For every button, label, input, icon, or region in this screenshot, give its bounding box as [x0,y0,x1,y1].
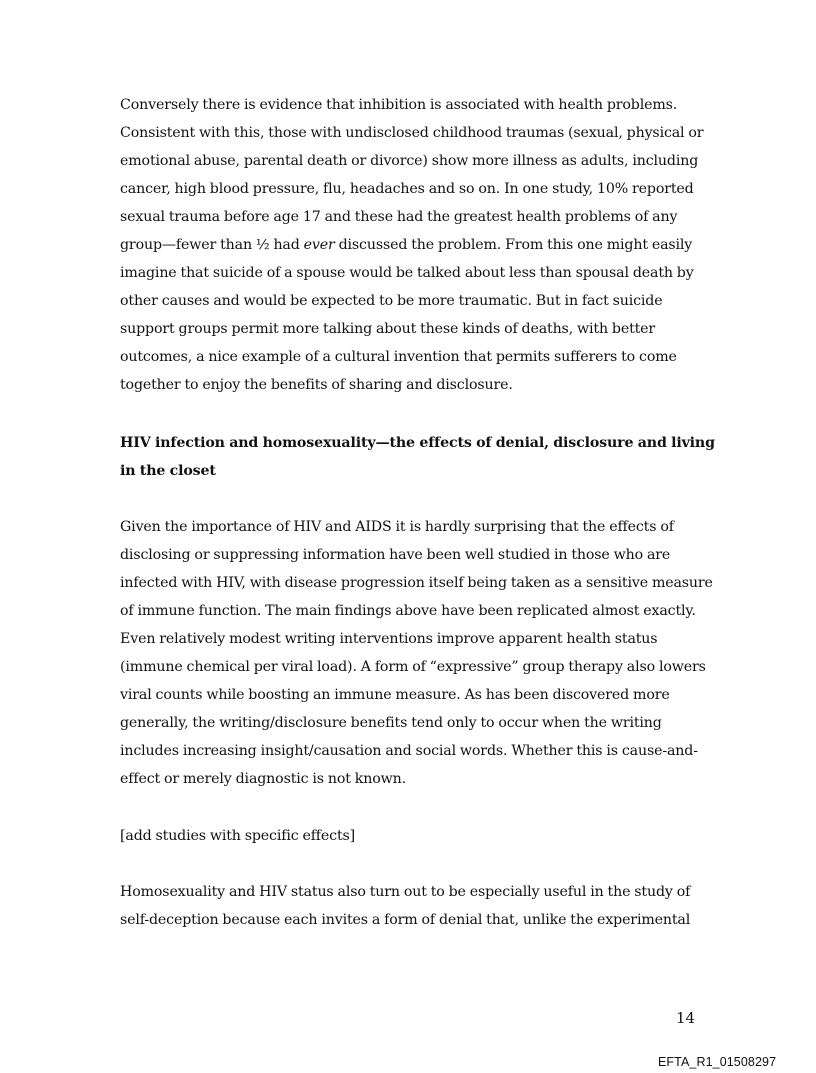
note-line: [add studies with specific effects] [120,828,356,844]
text-line: sexual trauma before age 17 and these had the greatest health problems of any [120,209,678,225]
text-line: Even relatively modest writing interventions improve apparent health status [120,631,658,647]
text-line: disclosing or suppressing information have been well studied in those who are [120,547,671,563]
text-line: Conversely there is evidence that inhibition is associated with health problems. [120,97,678,113]
text-line: includes increasing insight/causation and social words. Whether this is cause-and- [120,743,698,759]
text-line: support groups permit more talking about these kinds of deaths, with better [120,321,656,337]
heading-line: HIV infection and homosexuality—the effects of denial, disclosure and living [120,435,715,451]
paragraph-self-deception [120,878,700,934]
text-segment: discussed the problem. From this one might easily [334,237,693,253]
text-line: together to enjoy the benefits of sharing and disclosure. [120,377,513,393]
text-line: of immune function. The main findings above have been replicated almost exactly. [120,603,696,619]
text-line: effect or merely diagnostic is not known. [120,771,406,787]
text-line: imagine that suicide of a spouse would be talked about less than spousal death by [120,265,694,281]
page-number: 14 [676,1009,696,1027]
heading-line: in the closet [120,463,216,479]
section-heading [120,429,715,485]
text-line: self-deception because each invites a form of denial that, unlike the experimental [120,912,691,928]
emphasis-ever: ever [303,237,335,253]
text-segment: group—fewer than ½ had [120,237,304,253]
text-line: viral counts while boosting an immune measure. As has been discovered more [120,687,670,703]
paragraph-hiv-disclosure [120,513,713,793]
text-line: emotional abuse, parental death or divorce) show more illness as adults, including [120,153,699,169]
document-id: EFTA_R1_01508297 [658,1055,777,1069]
text-line: Consistent with this, those with undisclosed childhood traumas (sexual, physical or [120,125,704,141]
text-line: infected with HIV, with disease progression itself being taken as a sensitive measure [120,575,713,591]
editorial-note [120,822,700,850]
text-line: other causes and would be expected to be more traumatic. But in fact suicide [120,293,663,309]
text-line: Given the importance of HIV and AIDS it is hardly surprising that the effects of [120,519,674,535]
text-line: outcomes, a nice example of a cultural invention that permits sufferers to come [120,349,677,365]
text-line: generally, the writing/disclosure benefits tend only to occur when the writing [120,715,662,731]
text-line: Homosexuality and HIV status also turn out to be especially useful in the study of [120,884,691,900]
text-line: (immune chemical per viral load). A form of “expressive” group therapy also lowers [120,659,706,675]
paragraph-inhibition [120,91,704,399]
text-line: cancer, high blood pressure, flu, headaches and so on. In one study, 10% reported [120,181,694,197]
text-line-with-emphasis [120,231,700,259]
